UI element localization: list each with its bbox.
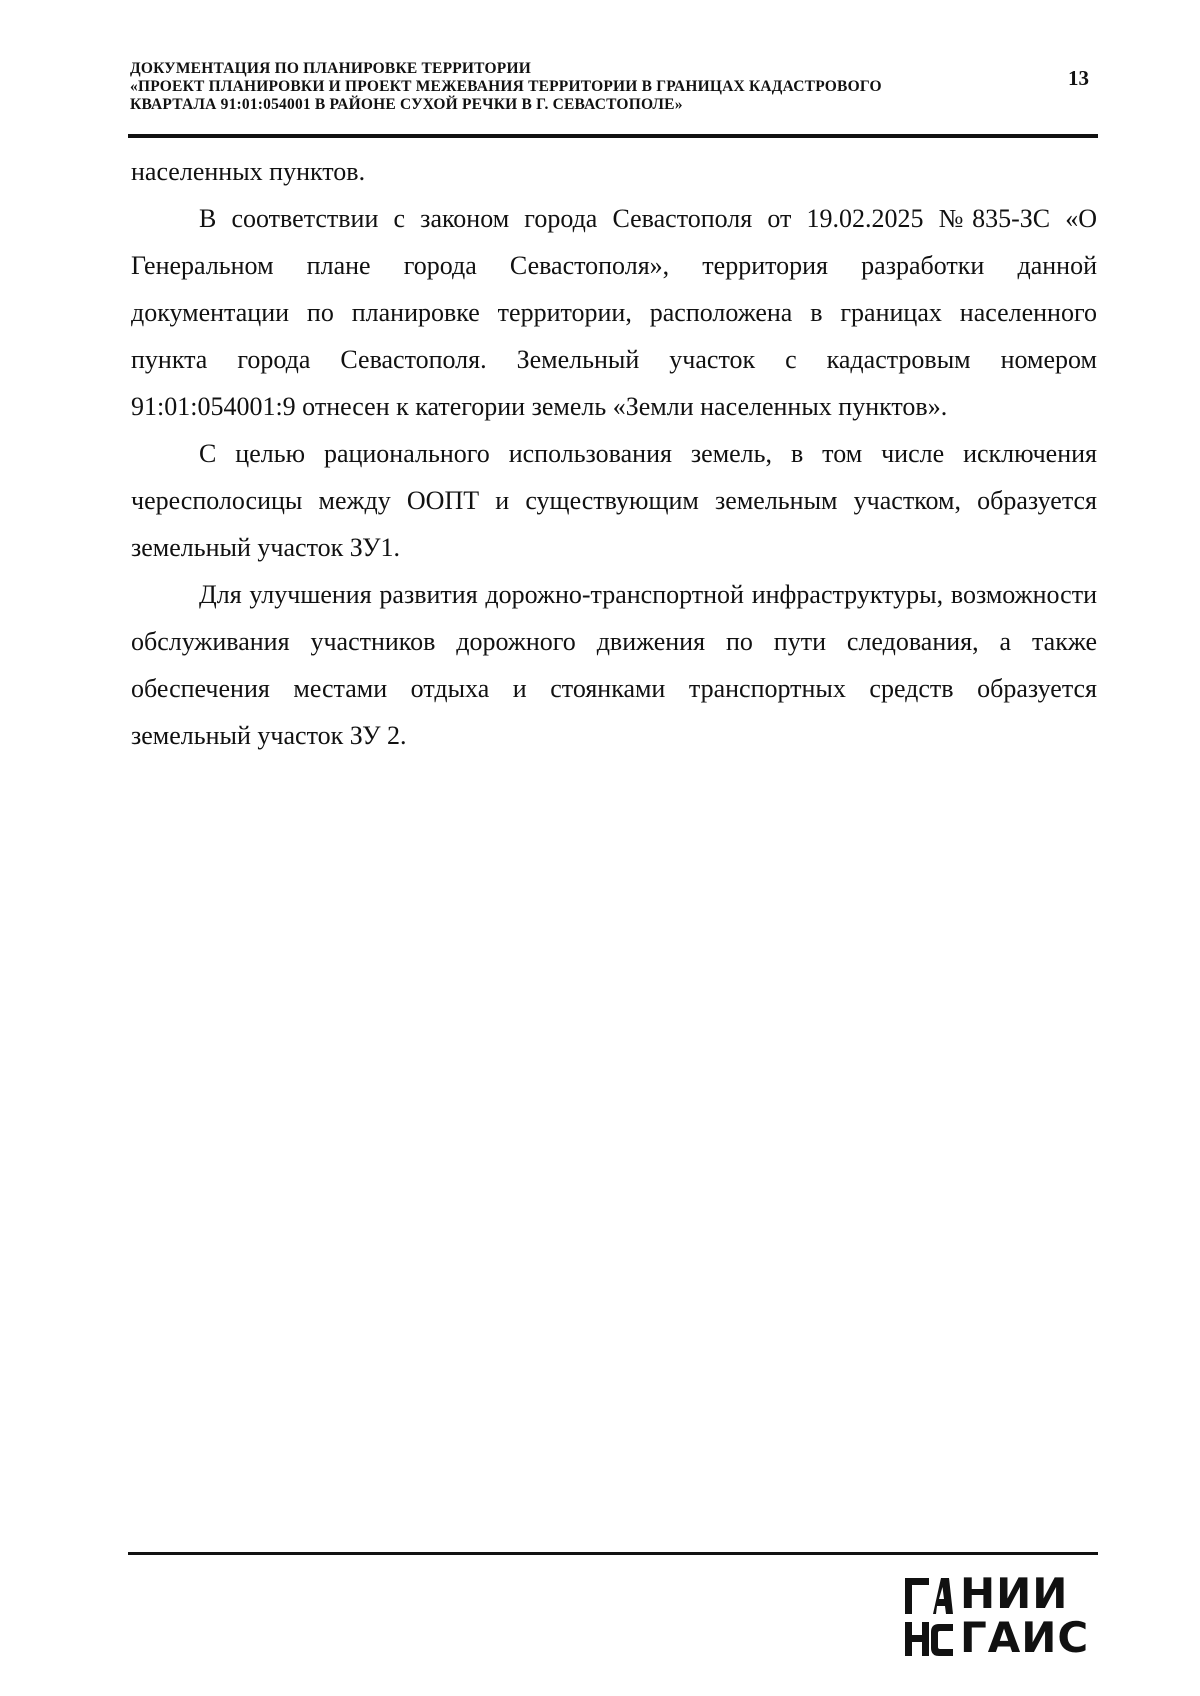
footer-divider <box>128 1552 1098 1555</box>
document-body <box>131 148 1097 759</box>
document-header <box>130 60 1030 114</box>
paragraph-general-plan: В соответствии с законом города Севастополя от 19.02.2025 №835-ЗС «О Генеральном плане города Севастополя», территория разработки данной документации по планировке территории, расположена в границах населенного пункта города Севастополя. Земельный участок с кадастровым номером 91:01:054001:9 отнесен к категории земель «Земли населенных пунктов». <box>131 204 1097 421</box>
page-number: 13 <box>1068 66 1089 90</box>
paragraph-zu1: С целью рационального использования земель, в том числе исключения чересполосицы между ООПТ и существующим земельным участком, образуется земельный участок ЗУ1. <box>131 439 1097 562</box>
header-title-line-3: КВАРТАЛА 91:01:054001 В РАЙОНЕ СУХОЙ РЕЧКИ В Г. СЕВАСТОПОЛЕ» <box>130 96 683 113</box>
paragraph-zu2: Для улучшения развития дорожно-транспортной инфраструктуры, возможности обслуживания участников дорожного движения по пути следования, а также обеспечения местами отдыха и стоянками транспортных средств образуется земельный участок ЗУ 2. <box>131 580 1097 750</box>
header-divider <box>128 134 1098 138</box>
logo-text-line-2: ГАИС <box>960 1613 1090 1662</box>
paragraph-continuation: населенных пунктов. <box>131 157 366 186</box>
logo-text-line-1: НИИ <box>960 1569 1069 1618</box>
header-title-line-2: «ПРОЕКТ ПЛАНИРОВКИ И ПРОЕКТ МЕЖЕВАНИЯ ТЕРРИТОРИИ В ГРАНИЦАХ КАДАСТРОВОГО <box>130 78 882 95</box>
company-logo <box>905 1569 1090 1664</box>
gais-monogram-icon <box>905 1576 953 1660</box>
logo-text <box>960 1569 1090 1662</box>
header-title-line-1: ДОКУМЕНТАЦИЯ ПО ПЛАНИРОВКЕ ТЕРРИТОРИИ <box>130 60 531 77</box>
